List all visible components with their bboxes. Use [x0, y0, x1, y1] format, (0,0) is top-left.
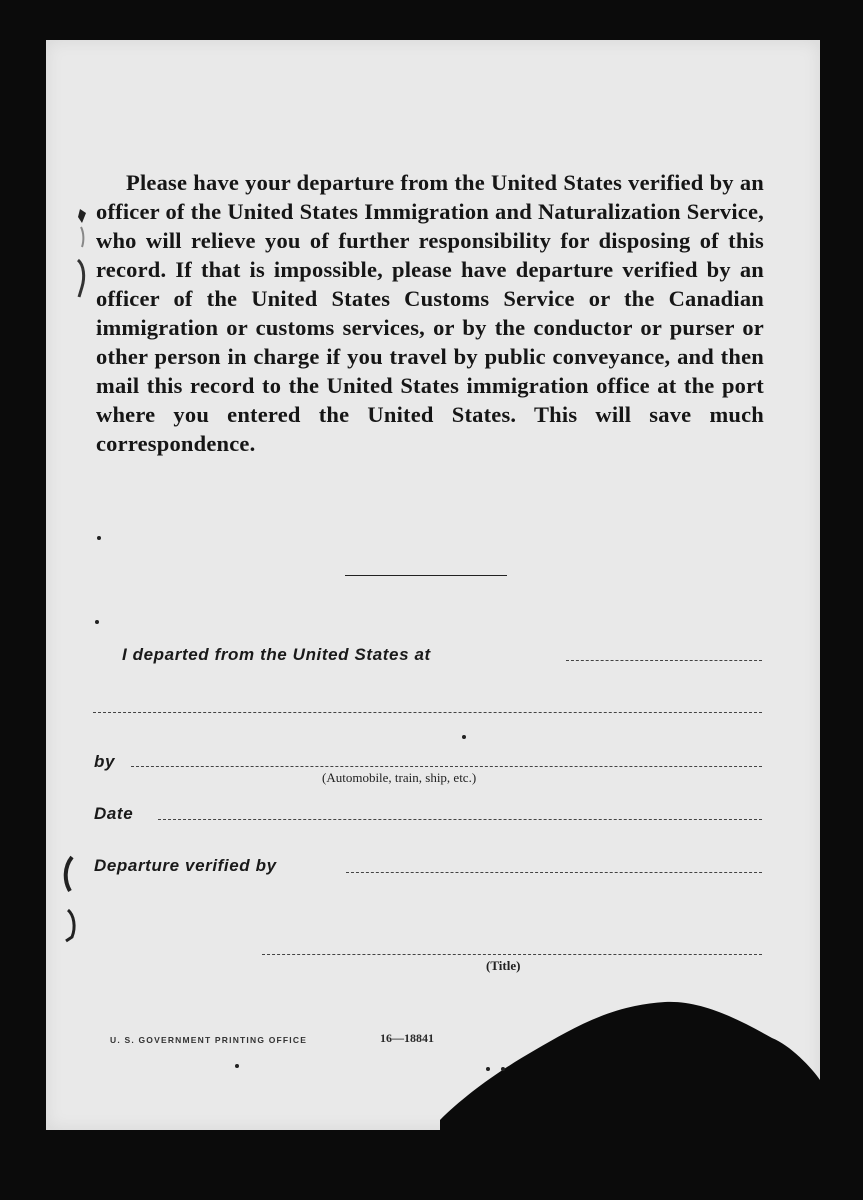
title-field[interactable]	[262, 954, 762, 955]
departed-place-field[interactable]	[566, 660, 762, 661]
form-number: 16—18841	[380, 1031, 434, 1045]
transport-hint: (Automobile, train, ship, etc.)	[322, 770, 477, 785]
staple-mark	[72, 205, 94, 300]
speck	[235, 1064, 239, 1068]
speck	[95, 620, 99, 624]
printing-office: U. S. GOVERNMENT PRINTING OFFICE	[110, 1035, 308, 1045]
verified-by-label: Departure verified by	[94, 856, 277, 875]
title-hint: (Title)	[486, 958, 521, 973]
staple-mark	[60, 855, 84, 945]
departure-instructions: Please have your departure from the United States verified by an officer of the United States Immigration and Naturalization Service, who will relieve you of further responsibility for disposing of this record. If that is impossible, please have departure verified by an officer of the United States Customs Service or the Canadian immigration or customs services, or by the conductor or purser or other person in charge if you travel by public conveyance, and then mail this record to the United States immigration office at the port where you entered the United States. This will save much correspondence.	[96, 170, 764, 456]
speck	[486, 1067, 490, 1071]
date-field[interactable]	[158, 819, 762, 820]
torn-corner	[440, 1000, 863, 1200]
transport-field[interactable]	[131, 766, 762, 767]
by-label: by	[94, 752, 116, 771]
section-divider	[345, 575, 507, 576]
date-label: Date	[94, 804, 134, 823]
departed-label: I departed from the United States at	[122, 645, 431, 664]
speck	[97, 536, 101, 540]
departed-place-field-line2[interactable]	[93, 712, 762, 713]
verified-by-field[interactable]	[346, 872, 762, 873]
speck	[462, 735, 466, 739]
speck	[501, 1067, 505, 1071]
